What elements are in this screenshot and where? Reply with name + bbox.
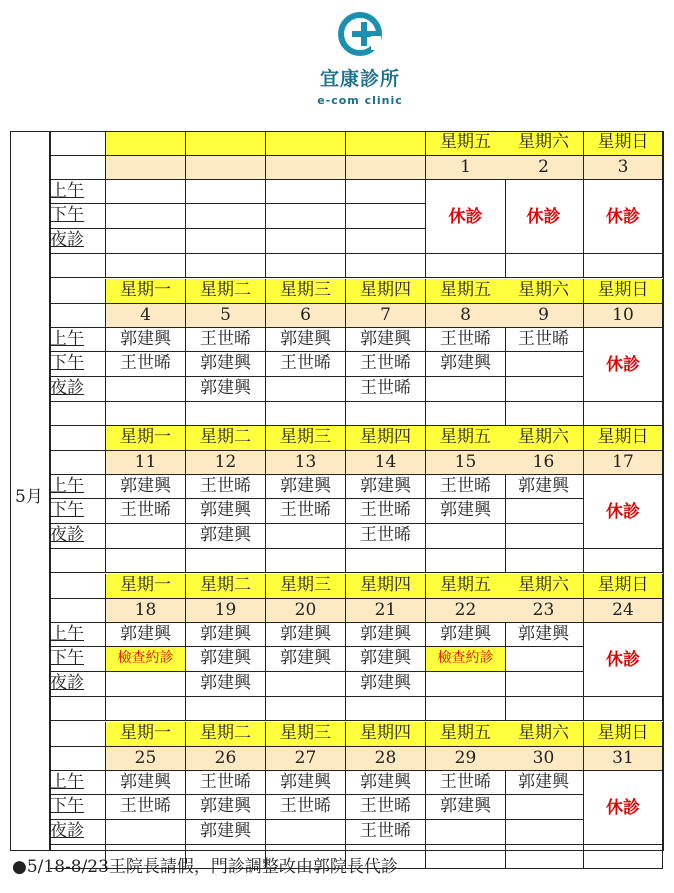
weekday-header: 星期二 — [186, 722, 266, 747]
doctor-cell: 王世晞 — [266, 795, 346, 820]
date-cell: 27 — [266, 747, 346, 771]
clinic-subtitle: e-com clinic — [317, 94, 403, 107]
doctor-cell: 郭建興 — [266, 328, 346, 352]
doctor-cell: 郭建興 — [266, 647, 346, 672]
weekday-header: 星期五 — [426, 131, 506, 156]
doctor-cell: 郭建興 — [426, 352, 506, 377]
date-cell: 19 — [186, 599, 266, 623]
doctor-cell: 郭建興 — [504, 771, 584, 795]
date-cell: 9 — [504, 304, 584, 328]
closed-cell: 休診 — [504, 180, 584, 254]
date-cell: 24 — [584, 599, 663, 623]
date-cell: 1 — [426, 156, 506, 180]
doctor-cell: 王世晞 — [266, 352, 346, 377]
weekday-header: 星期三 — [266, 722, 346, 747]
weekday-header: 星期三 — [266, 426, 346, 451]
doctor-cell: 王世晞 — [186, 328, 266, 352]
slot-label: 上午 — [50, 623, 106, 647]
weekday-header: 星期六 — [504, 722, 584, 747]
doctor-cell: 郭建興 — [186, 647, 266, 672]
weekday-header: 星期六 — [504, 131, 584, 156]
doctor-cell: 郭建興 — [346, 771, 426, 795]
date-cell: 25 — [106, 747, 186, 771]
date-cell: 16 — [504, 451, 584, 475]
weekday-header: 星期四 — [346, 574, 426, 599]
schedule-frame — [50, 131, 664, 851]
doctor-cell: 郭建興 — [106, 771, 186, 795]
doctor-cell: 郭建興 — [426, 623, 506, 647]
slot-label: 夜診 — [50, 820, 106, 845]
weekday-header: 星期一 — [106, 722, 186, 747]
date-cell: 5 — [186, 304, 266, 328]
date-cell: 8 — [426, 304, 506, 328]
date-cell: 31 — [584, 747, 663, 771]
doctor-cell: 王世晞 — [346, 795, 426, 820]
date-cell: 28 — [346, 747, 426, 771]
date-cell: 3 — [584, 156, 663, 180]
date-cell: 15 — [426, 451, 506, 475]
slot-label: 上午 — [50, 771, 106, 795]
doctor-cell: 郭建興 — [346, 328, 426, 352]
doctor-cell: 郭建興 — [186, 623, 266, 647]
doctor-cell: 王世晞 — [106, 795, 186, 820]
weekday-header: 星期六 — [504, 574, 584, 599]
slot-label: 上午 — [50, 180, 106, 204]
doctor-cell: 王世晞 — [346, 499, 426, 524]
date-cell: 26 — [186, 747, 266, 771]
weekday-header: 星期一 — [106, 574, 186, 599]
doctor-cell: 郭建興 — [266, 771, 346, 795]
weekday-header: 星期一 — [106, 426, 186, 451]
doctor-cell: 郭建興 — [346, 475, 426, 499]
weekday-header: 星期四 — [346, 722, 426, 747]
weekday-header: 星期五 — [426, 574, 506, 599]
exam-appointment-cell: 檢查約診 — [426, 647, 506, 672]
doctor-cell: 郭建興 — [266, 623, 346, 647]
weekday-header: 星期五 — [426, 426, 506, 451]
doctor-cell: 王世晞 — [346, 352, 426, 377]
footnote: ●5/18-8/23王院長請假，門診調整改由郭院長代診 — [12, 857, 398, 877]
date-cell: 23 — [504, 599, 584, 623]
doctor-cell: 郭建興 — [106, 623, 186, 647]
slot-label: 上午 — [50, 475, 106, 499]
doctor-cell: 郭建興 — [186, 795, 266, 820]
weekday-header: 星期六 — [504, 279, 584, 304]
weekday-header: 星期一 — [106, 279, 186, 304]
closed-cell: 休診 — [584, 475, 663, 549]
doctor-cell: 王世晞 — [186, 771, 266, 795]
closed-cell: 休診 — [584, 328, 663, 402]
date-cell: 11 — [106, 451, 186, 475]
doctor-cell: 王世晞 — [504, 328, 584, 352]
slot-label: 下午 — [50, 204, 106, 229]
closed-cell: 休診 — [584, 180, 663, 254]
doctor-cell: 王世晞 — [426, 475, 506, 499]
closed-cell: 休診 — [584, 623, 663, 697]
date-cell: 21 — [346, 599, 426, 623]
weekday-header: 星期四 — [346, 426, 426, 451]
slot-label: 夜診 — [50, 524, 106, 549]
weekday-header: 星期二 — [186, 574, 266, 599]
doctor-cell: 王世晞 — [106, 352, 186, 377]
slot-label: 夜診 — [50, 229, 106, 254]
doctor-cell: 郭建興 — [186, 524, 266, 549]
doctor-cell: 郭建興 — [106, 475, 186, 499]
weekday-header: 星期日 — [584, 574, 663, 599]
date-cell: 6 — [266, 304, 346, 328]
slot-label: 夜診 — [50, 377, 106, 402]
date-cell: 10 — [584, 304, 663, 328]
date-cell: 18 — [106, 599, 186, 623]
doctor-cell: 郭建興 — [266, 475, 346, 499]
doctor-cell: 郭建興 — [186, 352, 266, 377]
weekday-header: 星期二 — [186, 426, 266, 451]
slot-label: 夜診 — [50, 672, 106, 697]
weekday-header: 星期日 — [584, 279, 663, 304]
weekday-header: 星期三 — [266, 279, 346, 304]
closed-cell: 休診 — [426, 180, 506, 254]
date-cell: 14 — [346, 451, 426, 475]
exam-appointment-cell: 檢查約診 — [106, 647, 186, 672]
slot-label: 下午 — [50, 352, 106, 377]
doctor-cell: 郭建興 — [186, 672, 266, 697]
date-cell: 20 — [266, 599, 346, 623]
date-cell: 12 — [186, 451, 266, 475]
doctor-cell: 郭建興 — [186, 499, 266, 524]
doctor-cell: 王世晞 — [426, 328, 506, 352]
slot-label: 下午 — [50, 647, 106, 672]
weekday-header: 星期日 — [584, 426, 663, 451]
doctor-cell: 郭建興 — [186, 377, 266, 402]
weekday-header: 星期三 — [266, 574, 346, 599]
date-cell: 4 — [106, 304, 186, 328]
doctor-cell: 王世晞 — [426, 771, 506, 795]
doctor-cell: 郭建興 — [426, 499, 506, 524]
doctor-cell: 王世晞 — [106, 499, 186, 524]
date-cell: 13 — [266, 451, 346, 475]
weekday-header: 星期六 — [504, 426, 584, 451]
weekday-header: 星期四 — [346, 279, 426, 304]
doctor-cell: 郭建興 — [426, 795, 506, 820]
date-cell: 17 — [584, 451, 663, 475]
closed-cell: 休診 — [584, 771, 663, 845]
weekday-header: 星期五 — [426, 722, 506, 747]
slot-label: 上午 — [50, 328, 106, 352]
doctor-cell: 王世晞 — [346, 524, 426, 549]
date-cell: 7 — [346, 304, 426, 328]
weekday-header: 星期日 — [584, 722, 663, 747]
doctor-cell: 郭建興 — [186, 820, 266, 845]
doctor-cell: 郭建興 — [346, 647, 426, 672]
doctor-cell: 郭建興 — [346, 623, 426, 647]
doctor-cell: 郭建興 — [504, 475, 584, 499]
weekday-header: 星期日 — [584, 131, 663, 156]
date-cell: 2 — [504, 156, 584, 180]
date-cell: 22 — [426, 599, 506, 623]
weekday-header: 星期五 — [426, 279, 506, 304]
doctor-cell: 郭建興 — [346, 672, 426, 697]
slot-label: 下午 — [50, 499, 106, 524]
date-cell: 30 — [504, 747, 584, 771]
slot-label: 下午 — [50, 795, 106, 820]
date-cell: 29 — [426, 747, 506, 771]
clinic-name: 宜康診所 — [319, 68, 400, 90]
month-label: 5月 — [15, 487, 43, 507]
doctor-cell: 王世晞 — [186, 475, 266, 499]
doctor-cell: 郭建興 — [504, 623, 584, 647]
weekday-header: 星期二 — [186, 279, 266, 304]
doctor-cell: 王世晞 — [346, 820, 426, 845]
doctor-cell: 郭建興 — [106, 328, 186, 352]
doctor-cell: 王世晞 — [346, 377, 426, 402]
doctor-cell: 王世晞 — [266, 499, 346, 524]
